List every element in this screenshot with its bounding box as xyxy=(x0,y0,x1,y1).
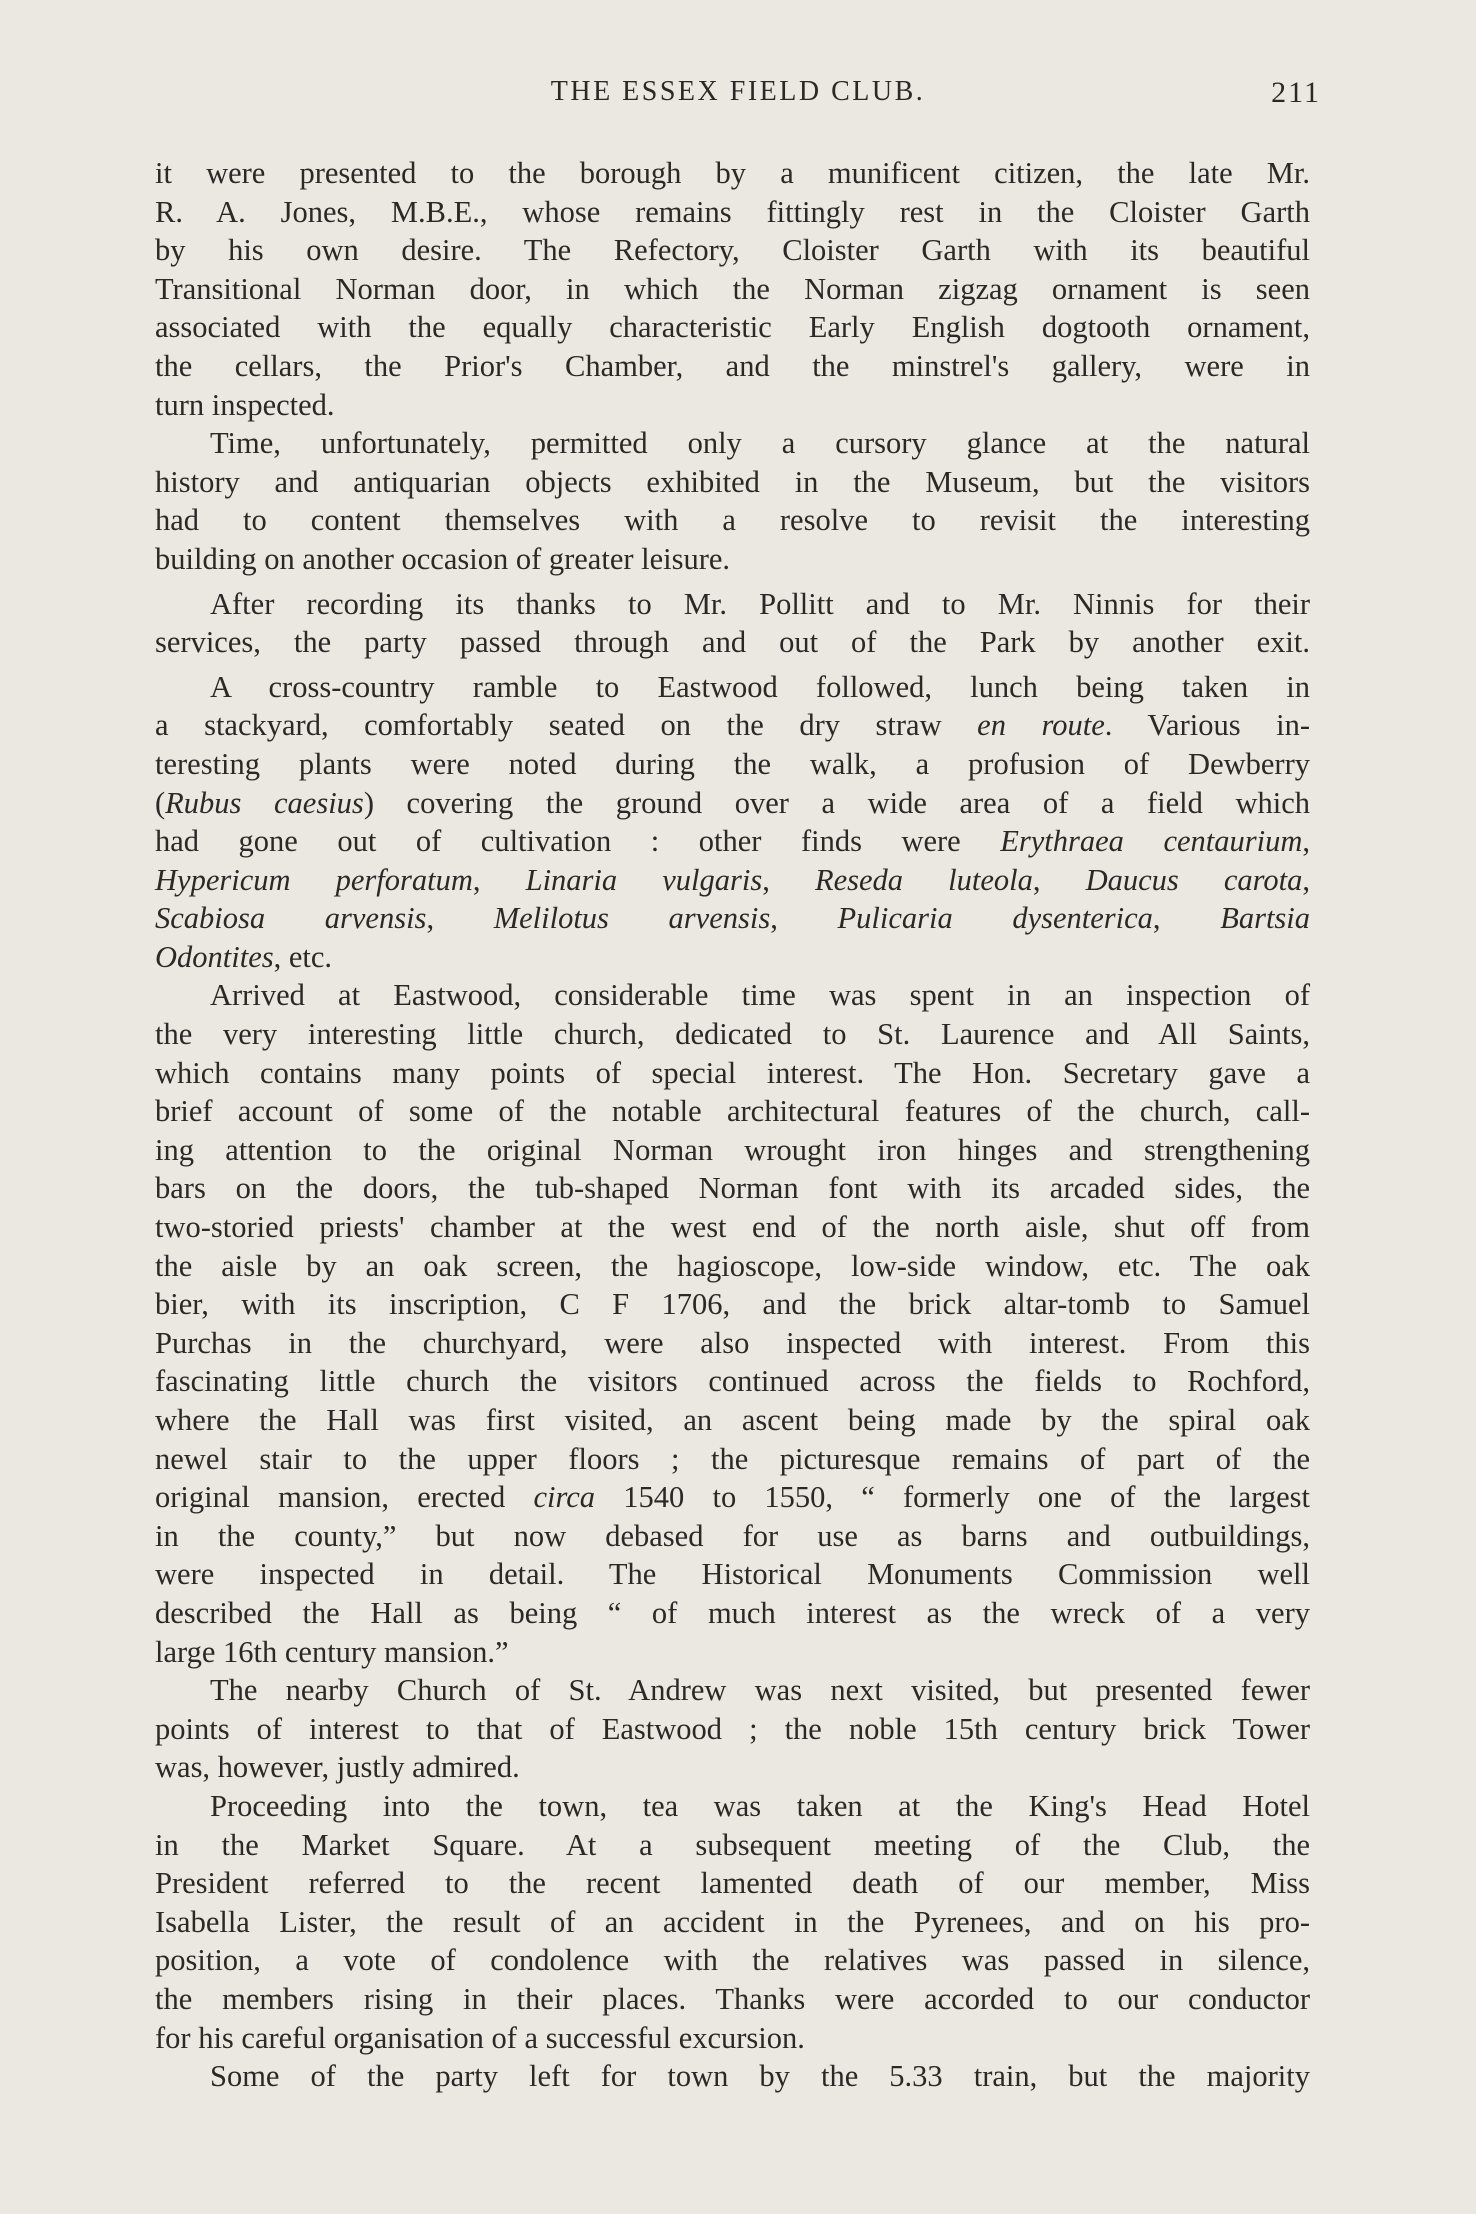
text-line: for his careful organisation of a successful excursion. xyxy=(155,2020,805,2055)
text-line: Scabiosa arvensis, Melilotus arvensis, Pulicaria dysenterica, Bartsia xyxy=(155,901,1311,936)
text-line: Odontites, etc. xyxy=(155,939,333,974)
text-line: (Rubus caesius) covering the ground over a wide area of a field which xyxy=(155,785,1310,820)
text-line: large 16th century mansion.” xyxy=(155,1634,509,1669)
text-line: had to content themselves with a resolve to revisit the interesting xyxy=(155,503,1310,538)
page-number: 211 xyxy=(1271,76,1321,109)
paragraph xyxy=(155,424,1310,578)
text-line: points of interest to that of Eastwood ; the noble 15th century brick Tower xyxy=(155,1711,1310,1746)
text-line: R. A. Jones, M.B.E., whose remains fittingly rest in the Cloister Garth xyxy=(155,194,1310,229)
body-text xyxy=(155,154,1310,2096)
text-line: history and antiquarian objects exhibited in the Museum, but the visitors xyxy=(155,464,1310,499)
paragraph xyxy=(155,976,1310,1671)
text-line: in the county,” but now debased for use as barns and outbuildings, xyxy=(155,1518,1310,1553)
text-line: ing attention to the original Norman wrought iron hinges and strengthening xyxy=(155,1132,1310,1167)
text-line: The nearby Church of St. Andrew was next visited, but presented fewer xyxy=(210,1673,1310,1708)
text-line: turn inspected. xyxy=(155,387,335,422)
text-line: the very interesting little church, dedicated to St. Laurence and All Saints, xyxy=(155,1017,1310,1052)
text-line: After recording its thanks to Mr. Pollitt and to Mr. Ninnis for their xyxy=(210,586,1310,621)
text-line: the cellars, the Prior's Chamber, and the minstrel's gallery, were in xyxy=(155,348,1310,383)
text-line: a stackyard, comfortably seated on the dry straw en route. Various in- xyxy=(155,708,1310,743)
text-line: President referred to the recent lamented death of our member, Miss xyxy=(155,1866,1310,1901)
text-line: by his own desire. The Refectory, Cloister Garth with its beautiful xyxy=(155,233,1310,268)
text-line: services, the party passed through and out of the Park by another exit. xyxy=(155,625,1310,660)
text-line: Arrived at Eastwood, considerable time was spent in an inspection of xyxy=(210,978,1310,1013)
text-line: the members rising in their places. Thanks were accorded to our conductor xyxy=(155,1981,1310,2016)
text-line: had gone out of cultivation : other finds were Erythraea centaurium, xyxy=(155,824,1310,859)
paragraph xyxy=(155,2057,1310,2096)
paragraph xyxy=(155,1671,1310,1787)
text-line: fascinating little church the visitors continued across the fields to Rochford, xyxy=(155,1364,1310,1399)
text-line: were inspected in detail. The Historical Monuments Commission well xyxy=(155,1557,1310,1592)
text-line: where the Hall was first visited, an ascent being made by the spiral oak xyxy=(155,1403,1310,1437)
text-line: associated with the equally characteristic Early English dogtooth ornament, xyxy=(155,310,1310,345)
paragraph xyxy=(155,668,1310,977)
text-line: Proceeding into the town, tea was taken at the King's Head Hotel xyxy=(210,1788,1310,1823)
text-line: brief account of some of the notable architectural features of the church, call- xyxy=(155,1094,1310,1129)
running-title: THE ESSEX FIELD CLUB. xyxy=(550,76,926,107)
text-line: Transitional Norman door, in which the Norman zigzag ornament is seen xyxy=(155,271,1310,306)
text-line: A cross-country ramble to Eastwood followed, lunch being taken in xyxy=(210,669,1310,704)
text-line: Some of the party left for town by the 5.33 train, but the majority xyxy=(210,2059,1310,2094)
text-line: position, a vote of condolence with the relatives was passed in silence, xyxy=(155,1943,1310,1978)
paragraph xyxy=(155,154,1310,424)
text-line: Purchas in the churchyard, were also inspected with interest. From this xyxy=(155,1325,1310,1360)
text-line: newel stair to the upper floors ; the picturesque remains of part of the xyxy=(155,1441,1310,1476)
text-line: Time, unfortunately, permitted only a cursory glance at the natural xyxy=(210,426,1310,461)
text-line: teresting plants were noted during the walk, a profusion of Dewberry xyxy=(155,746,1310,781)
text-line: which contains many points of special interest. The Hon. Secretary gave a xyxy=(155,1055,1310,1090)
text-line: building on another occasion of greater leisure. xyxy=(155,541,731,576)
text-line: it were presented to the borough by a munificent citizen, the late Mr. xyxy=(155,156,1310,190)
text-line: described the Hall as being “ of much interest as the wreck of a very xyxy=(155,1595,1310,1630)
text-line: the aisle by an oak screen, the hagioscope, low-side window, etc. The oak xyxy=(155,1248,1310,1283)
text-line: two-storied priests' chamber at the west end of the north aisle, shut off from xyxy=(155,1210,1310,1245)
text-line: bars on the doors, the tub-shaped Norman font with its arcaded sides, the xyxy=(155,1171,1310,1206)
paragraph xyxy=(155,585,1310,662)
text-line: in the Market Square. At a subsequent meeting of the Club, the xyxy=(155,1827,1310,1862)
text-line: Hypericum perforatum, Linaria vulgaris, Reseda luteola, Daucus carota, xyxy=(155,862,1310,897)
text-line: bier, with its inscription, C F 1706, and the brick altar-tomb to Samuel xyxy=(155,1287,1310,1322)
text-line: Isabella Lister, the result of an accident in the Pyrenees, and on his pro- xyxy=(155,1904,1310,1939)
page-header xyxy=(155,76,1321,116)
text-line: was, however, justly admired. xyxy=(155,1750,520,1785)
paragraph xyxy=(155,1787,1310,2057)
text-line: original mansion, erected circa 1540 to 1550, “ formerly one of the largest xyxy=(155,1480,1310,1515)
